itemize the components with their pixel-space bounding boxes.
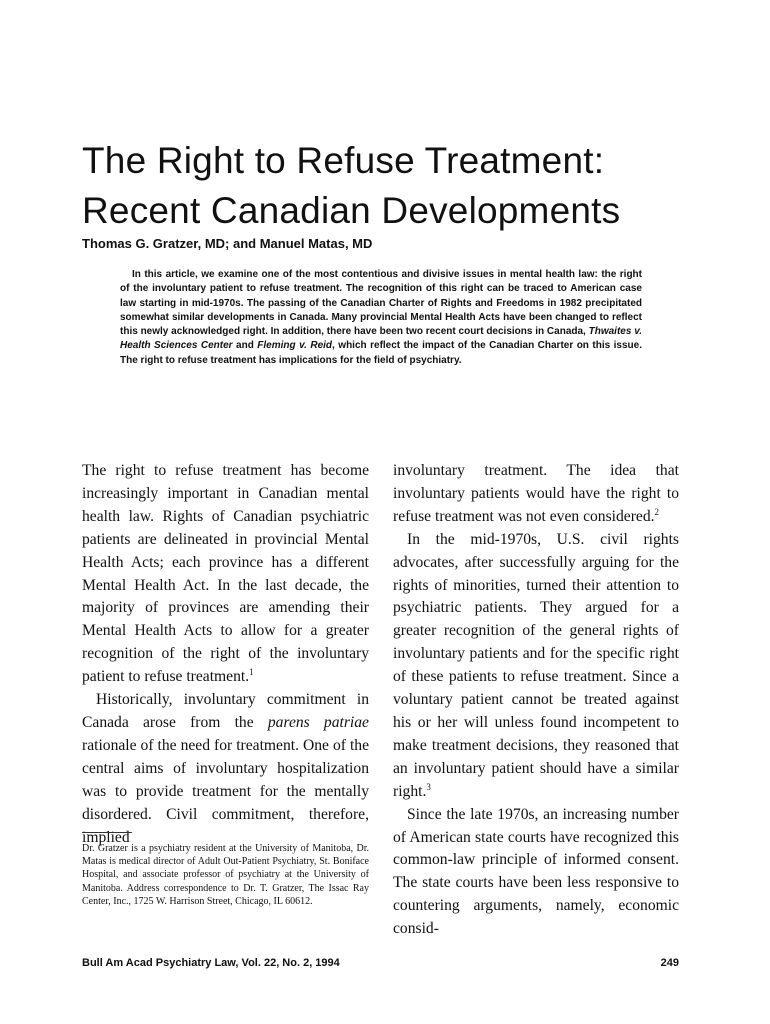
abstract-text-3: , which reflect the impact of the Canadian Charter on this issue. The right to refuse treatment has implications for the field of psychiatry. xyxy=(120,340,642,366)
parens-patriae-term: parens patriae xyxy=(267,713,369,731)
title-line-2: Recent Canadian Developments xyxy=(82,190,621,231)
journal-citation: Bull Am Acad Psychiatry Law, Vol. 22, No. 2, 1994 xyxy=(82,957,340,969)
body-column-left xyxy=(82,460,369,849)
abstract-case-thwaites: Thwaites v. Health Sciences Center xyxy=(120,326,642,352)
paragraph-mid-1970s-text: In the mid-1970s, U.S. civil rights advocates, after successfully arguing for the rights of minorities, turned their attention to psychiatric patients. They argued for a greater recognition of the general rights of involuntary patients and for the specific right of these patients to refuse treatment. Since a voluntary patient cannot be treated against his or her will unless found incompetent to make treatment decisions, they reasoned that an involuntary patient should have a similar right. xyxy=(393,530,679,800)
abstract-text-2: and xyxy=(232,340,258,352)
page-number: 249 xyxy=(660,957,679,969)
author-line: Thomas G. Gratzer, MD; and Manuel Matas, MD xyxy=(82,236,373,251)
abstract-case-fleming: Fleming v. Reid xyxy=(257,340,333,352)
paragraph-historically-text-b: rationale of the need for treatment. One of the central aims of involuntary hospitalization was to provide treatment for the mentally disordered. Civil commitment, therefore, implied xyxy=(82,736,369,846)
paragraph-historically xyxy=(82,689,369,849)
paragraph-continued-text: involuntary treatment. The idea that involuntary patients would have the right to refuse treatment was not even considered. xyxy=(393,462,679,525)
reference-2: 2 xyxy=(654,506,660,517)
abstract-text-1: In this article, we examine one of the most contentious and divisive issues in mental health law: the right of the involuntary patient to refuse treatment. The recognition of this right can be traced to American case law starting in mid-1970s. The passing of the Canadian Charter of Rights and Freedoms in 1982 precipitated somewhat similar developments in Canada. Many provincial Mental Health Acts have been changed to reflect this newly acknowledged right. In addition, there have been two recent court decisions in Canada, xyxy=(120,269,642,338)
paragraph-mid-1970s xyxy=(393,529,679,804)
paragraph-continued xyxy=(393,460,679,529)
paragraph-intro xyxy=(82,460,369,689)
paragraph-historically-text-a: Historically, involuntary commitment in Canada arose from the xyxy=(82,691,369,731)
paragraph-intro-text: The right to refuse treatment has become increasingly important in Canadian mental health law. Rights of Canadian psychiatric patients are delineated in provincial Mental Health Acts; each province has a different Mental Health Act. In the last decade, the majority of provinces are amending their Mental Health Acts to allow for a greater recognition of the right of the involuntary patient to refuse treatment. xyxy=(82,462,369,686)
article-title xyxy=(82,136,722,236)
title-line-1: The Right to Refuse Treatment: xyxy=(82,140,605,181)
body-column-right xyxy=(393,460,679,941)
author-footnote: Dr. Gratzer is a psychiatry resident at the University of Manitoba, Dr. Matas is medical director of Adult Out-Patient Psychiatry, St. Boniface Hospital, and associate professor of psychiatry at the University of Manitoba. Address correspondence to Dr. T. Gratzer, The Issac Ray Center, Inc., 1725 W. Harrison Street, Chicago, IL 60612. xyxy=(82,843,369,907)
reference-3: 3 xyxy=(426,781,431,792)
footnote-divider xyxy=(82,832,132,833)
paragraph-late-1970s: Since the late 1970s, an increasing number of American state courts have recognized this common-law principle of informed consent. The state courts have been less responsive to countering arguments, namely, economic consid- xyxy=(393,805,679,938)
reference-1: 1 xyxy=(249,666,254,677)
abstract xyxy=(120,268,642,368)
